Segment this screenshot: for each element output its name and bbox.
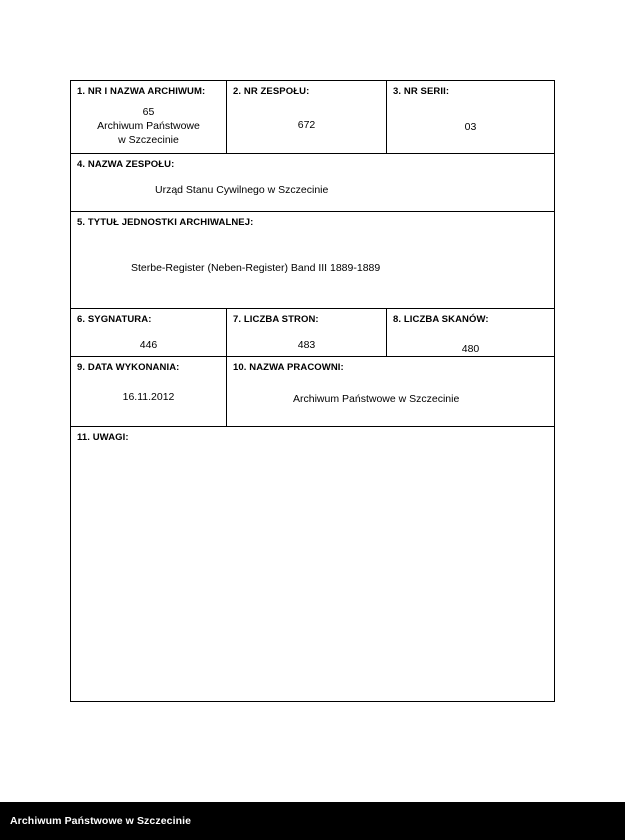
archive-name-line1: Archiwum Państwowe xyxy=(97,120,200,132)
field-page-count xyxy=(226,309,386,356)
field-workshop-name xyxy=(226,357,554,426)
field-label: 8. LICZBA SKANÓW: xyxy=(393,314,489,325)
field-value: Sterbe-Register (Neben-Register) Band III 1889-1889 xyxy=(131,262,381,274)
footer-label: Archiwum Państwowe w Szczecinie xyxy=(10,815,192,827)
field-value: 672 xyxy=(297,119,316,131)
field-value: 446 xyxy=(139,339,158,351)
field-label: 2. NR ZESPOŁU: xyxy=(233,86,310,97)
field-label: 10. NAZWA PRACOWNI: xyxy=(233,362,344,373)
field-value: 03 xyxy=(464,121,477,133)
form-row-2 xyxy=(71,153,554,211)
form-row-6 xyxy=(71,426,554,701)
field-label: 9. DATA WYKONANIA: xyxy=(77,362,180,373)
field-fonds-number xyxy=(226,81,386,153)
field-value: 16.11.2012 xyxy=(122,391,175,403)
field-label: 6. SYGNATURA: xyxy=(77,314,152,325)
field-value: 480 xyxy=(461,343,480,355)
field-label: 1. NR I NAZWA ARCHIWUM: xyxy=(77,86,206,97)
field-value: 483 xyxy=(297,339,316,351)
archival-unit-form xyxy=(70,80,555,702)
field-value xyxy=(77,105,220,147)
page-footer xyxy=(0,802,625,840)
field-label: 5. TYTUŁ JEDNOSTKI ARCHIWALNEJ: xyxy=(77,217,254,228)
field-archival-unit-title xyxy=(71,212,554,308)
form-row-1 xyxy=(71,81,554,153)
form-row-3 xyxy=(71,211,554,308)
form-row-4 xyxy=(71,308,554,356)
field-fonds-name xyxy=(71,154,554,211)
field-signature xyxy=(71,309,226,356)
archive-name-line2: w Szczecinie xyxy=(118,134,179,146)
field-label: 7. LICZBA STRON: xyxy=(233,314,319,325)
field-series-number xyxy=(386,81,554,153)
field-value: Urząd Stanu Cywilnego w Szczecinie xyxy=(155,184,329,196)
field-value: Archiwum Państwowe w Szczecinie xyxy=(293,393,460,405)
archive-number: 65 xyxy=(142,106,155,118)
field-label: 3. NR SERII: xyxy=(393,86,450,97)
field-archive-number-and-name xyxy=(71,81,226,153)
field-remarks xyxy=(71,427,554,701)
field-execution-date xyxy=(71,357,226,426)
field-scan-count xyxy=(386,309,554,356)
field-label: 11. UWAGI: xyxy=(77,432,129,443)
form-row-5 xyxy=(71,356,554,426)
field-label: 4. NAZWA ZESPOŁU: xyxy=(77,159,175,170)
